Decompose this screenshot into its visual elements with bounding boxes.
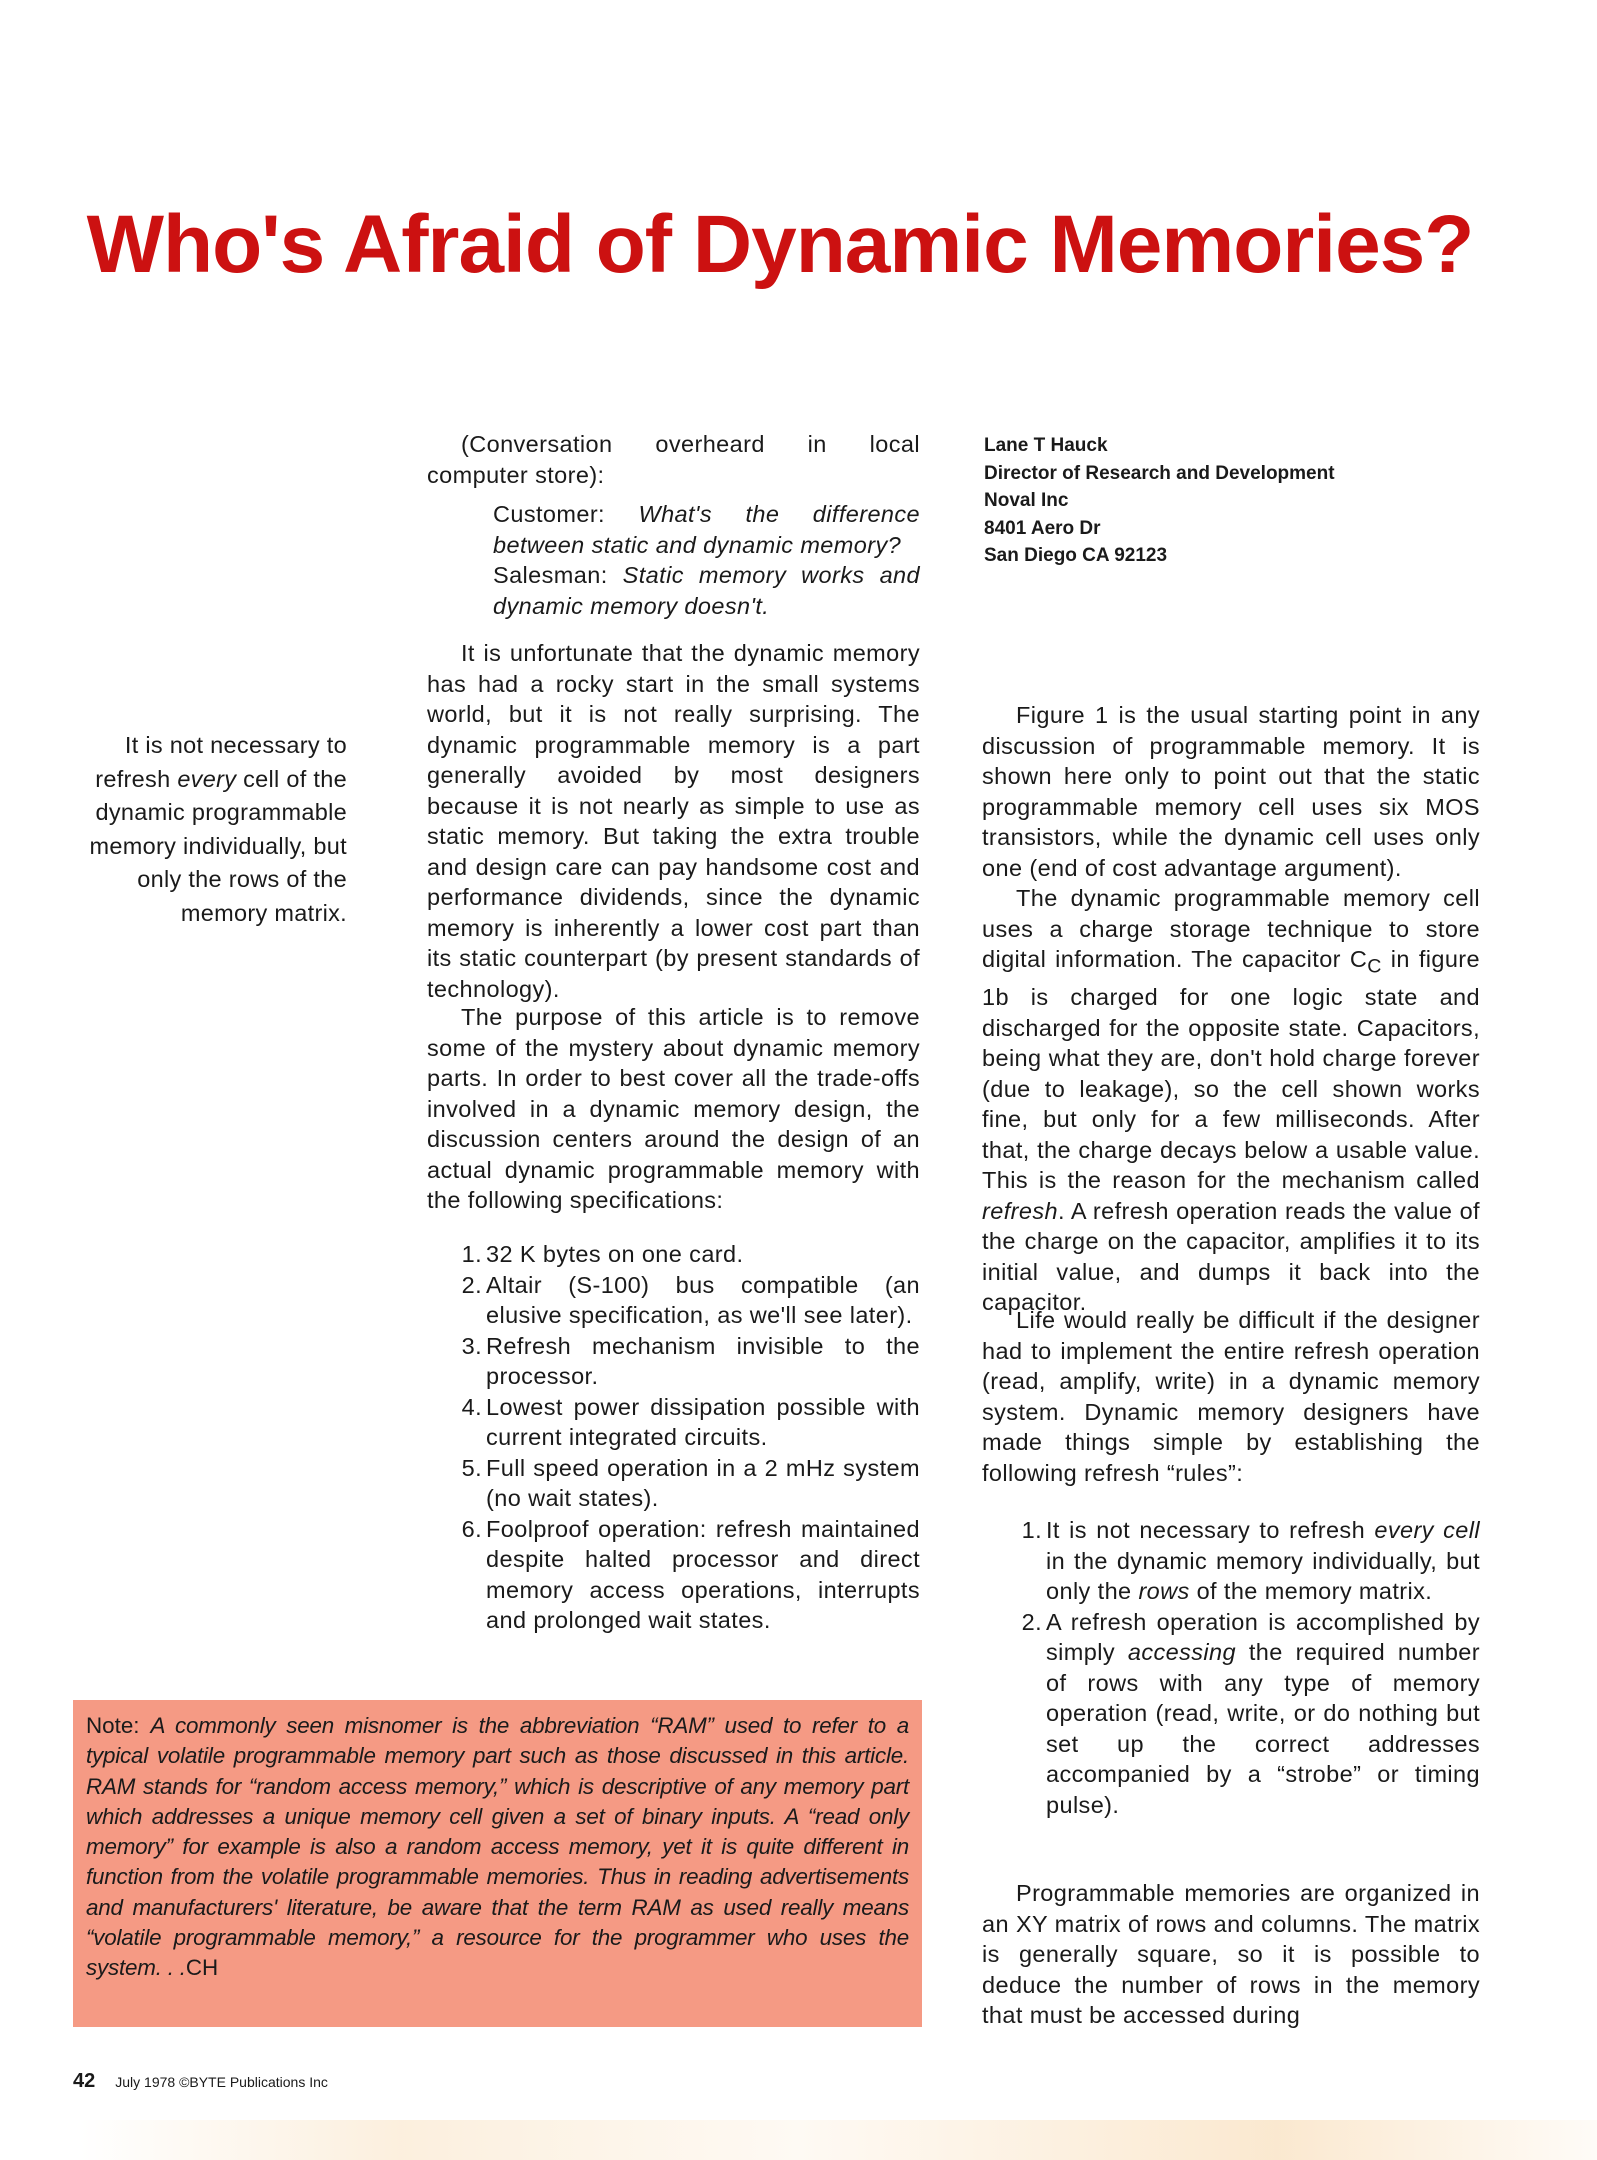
list-number: 6. <box>461 1515 482 1542</box>
list-number: 1. <box>1021 1517 1042 1543</box>
italic-text: every <box>177 765 237 792</box>
italic-text: A commonly seen misnomer is the abbreviation “RAM” used to refer to a typical volatile programmable memory part such as those discussed in this article. RAM stands for “random access memory,” which is descriptive of any memory part which addresses a unique memory cell given a set of binary inputs. A “read only memory” for example is also a random access memory, yet it is quite different in function from the volatile programmable memories. Thus in reading advertisements and manufacturers' literature, be aware that the term RAM as used really means “volatile programmable memory,” a resource for the programmer who uses the system. . . <box>86 1713 909 1981</box>
page-number: 42 <box>73 2070 96 2092</box>
scan-smudge <box>0 2120 1597 2160</box>
list-item <box>1006 1515 1480 1607</box>
body-paragraph <box>982 700 1480 883</box>
list-item <box>1006 1607 1480 1821</box>
text-run: (Conversation overheard in local computer store): <box>427 431 920 488</box>
list-number: 4. <box>461 1393 482 1420</box>
dialogue-customer <box>493 499 920 560</box>
text-run: Customer: <box>493 501 639 527</box>
list-number: 3. <box>461 1332 482 1359</box>
list-item <box>446 1453 920 1514</box>
footer-credit: July 1978 ©BYTE Publications Inc <box>115 2074 328 2090</box>
author-name: Lane T Hauck <box>984 435 1108 456</box>
italic-text: What's the difference between static and dynamic memory? <box>493 501 921 558</box>
text-run: Life would really be difficult if the designer had to implement the entire refresh operation (read, amplify, write) in a dynamic memory system. Dynamic memory designers have made things simple by establishing the following refresh “rules”: <box>982 1307 1480 1486</box>
text-run: Programmable memories are organized in an XY matrix of rows and columns. The matrix is generally square, so it is possible to deduce the number of rows in the memory that must be accessed during <box>982 1880 1480 2028</box>
text-run: It is not necessary to refresh <box>95 732 347 792</box>
editor-note-box <box>73 1700 922 2027</box>
list-text: Full speed operation in a 2 mHz system (no wait states). <box>486 1454 920 1511</box>
text-run: in the dynamic memory individually, but only the <box>1046 1547 1480 1604</box>
list-number: 2. <box>461 1271 482 1298</box>
list-text: Lowest power dissipation possible with current integrated circuits. <box>486 1393 920 1450</box>
text-run: the required number of rows with any type of memory operation (read, write, or do nothing but set up the correct addresses accompanied by a “strobe” or timing pulse). <box>1046 1639 1480 1818</box>
dialogue-salesman <box>493 560 920 621</box>
note-label: Note: <box>86 1713 151 1738</box>
list-text: 32 K bytes on one card. <box>486 1241 744 1267</box>
text-run: cell of the dynamic programmable memory individually, but only the rows of the memory matrix. <box>89 765 347 926</box>
text-run: CH <box>185 1955 219 1981</box>
italic-text: every cell <box>1374 1517 1480 1543</box>
list-item <box>446 1514 920 1636</box>
text-run: The dynamic programmable memory cell uses a charge storage technique to store digital information. The capacitor C <box>982 885 1480 972</box>
author-company: Noval Inc <box>984 490 1069 512</box>
body-paragraph <box>427 638 920 1004</box>
body-paragraph <box>982 1305 1480 1488</box>
text-run: It is not necessary to refresh <box>1046 1517 1375 1543</box>
text-run: in figure 1b is charged for one logic state and discharged for the opposite state. Capacitors, being what they are, don't hold charge forever (due to leakage), so the cell shown works fine, but only for a few milliseconds. After that, the charge decays below a usable value. This is the reason for the mechanism called <box>982 946 1481 1194</box>
pull-quote <box>60 729 347 930</box>
author-position: Director of Research and Development <box>984 462 1335 484</box>
text-run: The purpose of this article is to remove some of the mystery about dynamic memory parts. In order to best cover all the trade-offs involved in a dynamic memory design, the discussion centers around the design of an actual dynamic programmable memory with the following specifications: <box>427 1004 920 1213</box>
author-block <box>984 432 1335 570</box>
text-run: A refresh operation is accomplished by simply <box>1046 1608 1480 1665</box>
italic-text: Static memory works and dynamic memory doesn't. <box>493 562 920 619</box>
list-item <box>446 1239 920 1270</box>
italic-text: accessing <box>1127 1639 1236 1665</box>
author-city: San Diego CA 92123 <box>984 545 1168 567</box>
list-item <box>446 1331 920 1392</box>
list-number: 5. <box>461 1454 482 1481</box>
italic-text: refresh <box>982 1197 1058 1224</box>
article-title: Who's Afraid of Dynamic Memories? <box>86 199 1474 290</box>
list-item <box>446 1392 920 1453</box>
list-number: 2. <box>1021 1608 1042 1635</box>
list-item <box>446 1270 920 1331</box>
list-text: Foolproof operation: refresh maintained despite halted processor and direct memory access operations, interrupts and prolonged wait states. <box>486 1515 920 1633</box>
middle-column <box>427 429 920 621</box>
dialogue <box>427 499 920 621</box>
intro-paragraph <box>427 429 920 490</box>
page-footer <box>73 2070 328 2093</box>
text-run: Salesman: <box>493 562 623 588</box>
refresh-rules-list <box>1006 1515 1480 1820</box>
list-text: Refresh mechanism invisible to the processor. <box>486 1332 920 1389</box>
body-paragraph <box>982 883 1480 1318</box>
body-paragraph <box>982 1878 1480 2031</box>
body-paragraph <box>427 1002 920 1216</box>
list-text: Altair (S-100) bus compatible (an elusive specification, as we'll see later). <box>486 1271 920 1328</box>
list-number: 1. <box>461 1241 482 1267</box>
subscript: C <box>1367 955 1382 978</box>
specifications-list <box>446 1239 920 1636</box>
author-street: 8401 Aero Dr <box>984 517 1101 539</box>
text-run: Figure 1 is the usual starting point in any discussion of programmable memory. It is shown here only to point out that the static programmable memory cell uses six MOS transistors, while the dynamic cell uses only one (end of cost advantage argument). <box>982 702 1480 881</box>
text-run: It is unfortunate that the dynamic memory has had a rocky start in the small systems world, but it is not really surprising. The dynamic programmable memory is a part generally avoided by most designers because it is not nearly as simple to use as static memory. But taking the extra trouble and design care can pay handsome cost and performance dividends, since the dynamic memory is inherently a lower cost part than its static counterpart (by present standards of technology). <box>427 640 920 1002</box>
text-run: of the memory matrix. <box>1189 1578 1433 1604</box>
italic-text: rows <box>1138 1578 1190 1604</box>
text-run: . A refresh operation reads the value of the charge on the capacitor, amplifies it to its initial value, and dumps it back into the capacitor. <box>982 1197 1480 1316</box>
note-text <box>86 1713 909 1980</box>
